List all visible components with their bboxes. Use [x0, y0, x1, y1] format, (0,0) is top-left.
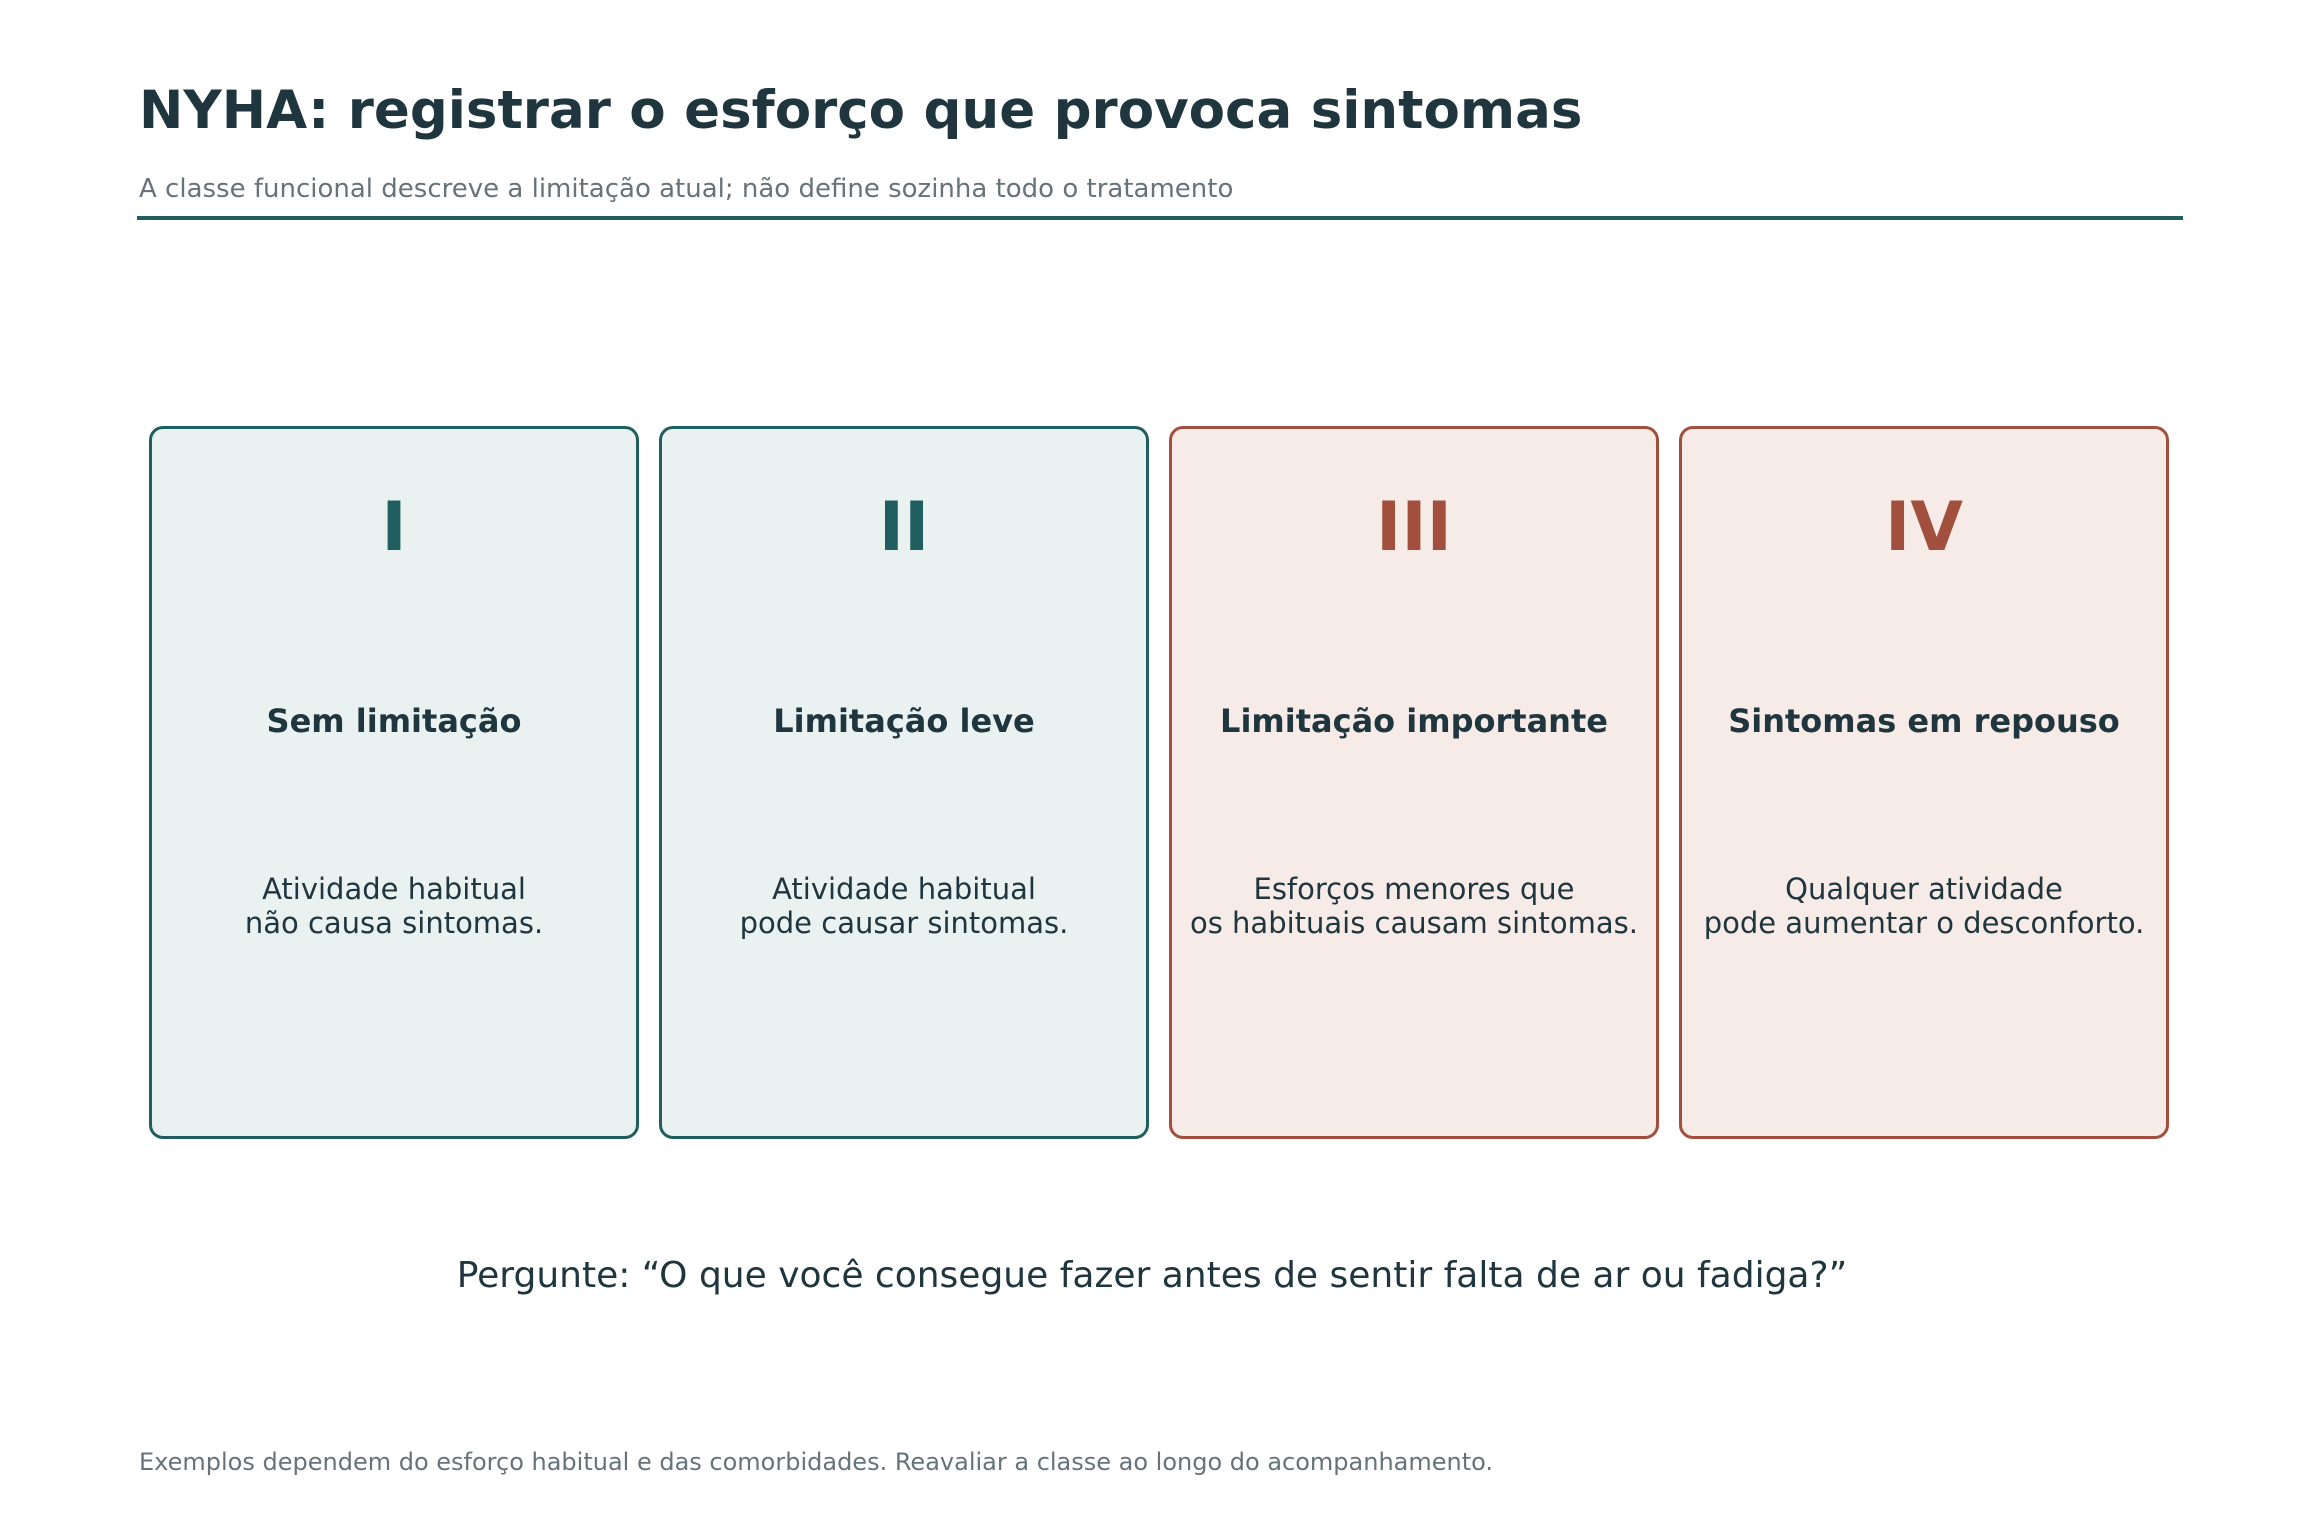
class-description-line: pode causar sintomas. — [739, 906, 1069, 940]
class-numeral: I — [381, 488, 407, 567]
class-card-ii — [659, 426, 1149, 1139]
nyha-class-cards — [149, 426, 2145, 1139]
page-subtitle: A classe funcional descreve a limitação atual; não define sozinha todo o tratamento — [139, 174, 1234, 204]
class-description — [1682, 872, 2166, 940]
class-title: Sem limitação — [266, 702, 522, 740]
class-card-i — [149, 426, 639, 1139]
class-title: Limitação importante — [1220, 702, 1608, 740]
class-numeral: III — [1376, 488, 1452, 567]
class-numeral: II — [878, 488, 930, 567]
class-description — [152, 872, 636, 940]
class-description — [1172, 872, 1656, 940]
class-numeral: IV — [1885, 488, 1963, 567]
class-description-line: Atividade habitual — [262, 872, 526, 906]
class-title: Limitação leve — [773, 702, 1035, 740]
footnote: Exemplos dependem do esforço habitual e das comorbidades. Reavaliar a classe ao longo do acompanhamento. — [139, 1448, 1494, 1476]
header-divider — [137, 216, 2183, 220]
class-description-line: Esforços menores que — [1253, 872, 1575, 906]
class-card-iv — [1679, 426, 2169, 1139]
assessment-question: Pergunte: “O que você consegue fazer antes de sentir falta de ar ou fadiga?” — [456, 1255, 1848, 1296]
page-title: NYHA: registrar o esforço que provoca sintomas — [139, 80, 1583, 141]
class-description — [662, 872, 1146, 940]
class-description-line: Atividade habitual — [772, 872, 1036, 906]
class-description-line: não causa sintomas. — [244, 906, 544, 940]
class-description-line: pode aumentar o desconforto. — [1703, 906, 2145, 940]
class-card-iii — [1169, 426, 1659, 1139]
class-description-line: os habituais causam sintomas. — [1189, 906, 1639, 940]
class-description-line: Qualquer atividade — [1785, 872, 2063, 906]
class-title: Sintomas em repouso — [1728, 702, 2120, 740]
